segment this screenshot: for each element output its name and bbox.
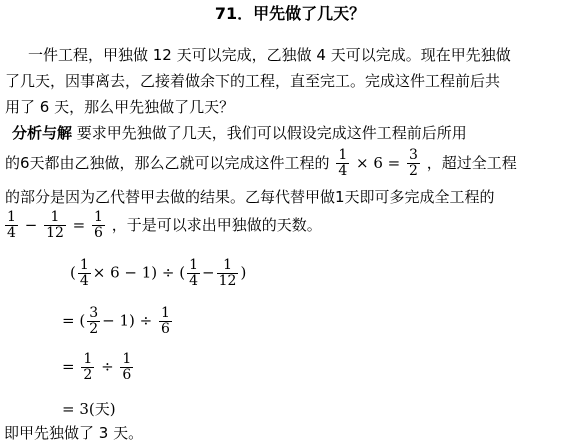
calc-step-3: = $\frac{1}{2}$ ÷ $\frac{1}{6}$ bbox=[62, 351, 132, 383]
fraction: $\frac{1}{2}$ bbox=[83, 351, 93, 383]
equals-sign: = bbox=[72, 216, 86, 234]
analysis-line-1 bbox=[12, 124, 467, 142]
analysis-text-2: 的6天都由乙独做，那么乙就可以完成这件工程的 bbox=[5, 154, 330, 172]
problem-text-line-3: 用了 6 天，那么甲先独做了几天？ bbox=[5, 98, 235, 116]
fraction: $\frac{3}{2}$ bbox=[89, 305, 99, 337]
problem-text-line-2: 了几天，因事离去，乙接着做余下的工程，直至完工。完成这件工程前后共 bbox=[5, 72, 501, 90]
fraction: $\frac{1}{6}$ bbox=[122, 351, 132, 383]
analysis-line-3: 的部分是因为乙代替甲去做的结果。乙每代替甲做1天即可多完成全工程的 bbox=[5, 188, 495, 206]
fraction: $\frac{1}{12}$ bbox=[218, 257, 237, 289]
calc-step-1: ( $\frac{1}{4}$ × 6 − 1) ÷ ( $\frac{1}{4}$ − $\frac{1}{12}$ ) bbox=[70, 257, 247, 289]
calc-step-4: = 3(天) bbox=[62, 400, 116, 418]
analysis-label: 分析与解 bbox=[12, 124, 73, 142]
minus-sign: − bbox=[24, 216, 38, 234]
analysis-text-2-end: ，超过全工程 bbox=[426, 154, 517, 172]
fraction: $\frac{1}{4}$ bbox=[189, 257, 199, 289]
fraction-one-quarter: $\frac{1}{4}$ bbox=[338, 147, 348, 179]
analysis-text-4-end: ，于是可以求出甲独做的天数。 bbox=[111, 216, 322, 234]
analysis-line-2 bbox=[5, 146, 517, 180]
analysis-text-1: 要求甲先独做了几天，我们可以假设完成这件工程前后所用 bbox=[76, 124, 467, 142]
analysis-line-4 bbox=[3, 208, 322, 242]
times-six-equals: × 6 = bbox=[356, 154, 401, 172]
problem-title: 71．甲先做了几天？ bbox=[214, 4, 366, 23]
fraction-one-sixth: $\frac{1}{6}$ bbox=[94, 209, 103, 241]
problem-text-line-1: 一件工程，甲独做 12 天可以完成，乙独做 4 天可以完成。现在甲先独做 bbox=[28, 46, 511, 64]
fraction: $\frac{1}{4}$ bbox=[79, 257, 89, 289]
calc-step-2: = ( $\frac{3}{2}$ − 1) ÷ $\frac{1}{6}$ bbox=[62, 305, 170, 337]
conclusion: 即甲先独做了 3 天。 bbox=[4, 424, 144, 442]
fraction-three-halves: $\frac{3}{2}$ bbox=[409, 147, 418, 179]
fraction-one-twelfth: $\frac{1}{12}$ bbox=[46, 209, 64, 241]
fraction: $\frac{1}{6}$ bbox=[160, 305, 170, 337]
fraction-one-quarter-b: $\frac{1}{4}$ bbox=[7, 209, 16, 241]
